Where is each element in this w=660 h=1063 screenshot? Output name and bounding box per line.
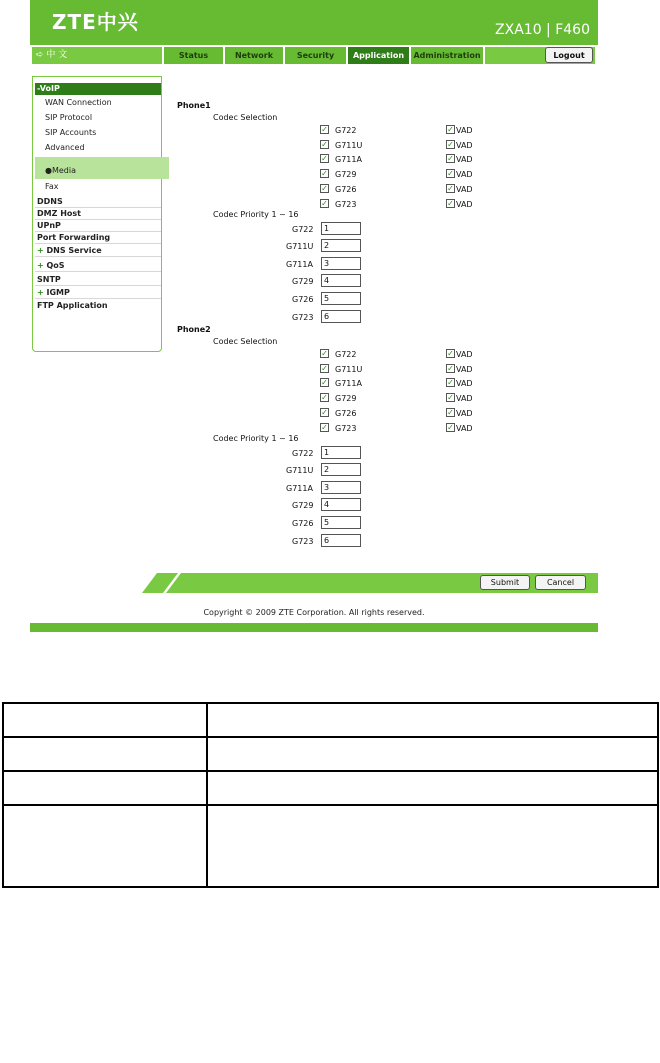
table-cell bbox=[207, 805, 658, 887]
cancel-button[interactable]: Cancel bbox=[535, 575, 586, 590]
phone1-priority-g726-label: G726 bbox=[292, 295, 314, 304]
phone2-g723-vad-label: VAD bbox=[456, 424, 473, 433]
phone1-g722-vad-label: VAD bbox=[456, 126, 473, 135]
sidebar-item-sip-accounts[interactable]: SIP Accounts bbox=[45, 128, 97, 137]
sidebar-item-upnp[interactable]: UPnP bbox=[35, 220, 161, 232]
phone1-priority-g722-input[interactable]: 1 bbox=[321, 222, 361, 235]
sidebar-item-dns-label: DNS Service bbox=[46, 246, 102, 255]
phone2-g729-checkbox[interactable]: ✓ bbox=[321, 393, 328, 402]
nav-bar bbox=[30, 45, 598, 65]
action-bar bbox=[30, 573, 598, 593]
phone2-g729-label: G729 bbox=[335, 394, 357, 403]
phone1-g711u-vad-label: VAD bbox=[456, 141, 473, 150]
bullet-icon: ● bbox=[45, 166, 52, 175]
sidebar-item-sntp[interactable]: SNTP bbox=[35, 274, 161, 286]
table-row bbox=[3, 737, 658, 771]
table-row bbox=[3, 771, 658, 805]
phone1-priority-g723-input[interactable]: 6 bbox=[321, 310, 361, 323]
header-bar bbox=[30, 0, 598, 45]
phone1-g723-vad-label: VAD bbox=[456, 200, 473, 209]
phone2-g711a-vad-label: VAD bbox=[456, 379, 473, 388]
phone1-g722-label: G722 bbox=[335, 126, 357, 135]
phone1-g726-vad-label: VAD bbox=[456, 185, 473, 194]
phone1-g711u-label: G711U bbox=[335, 141, 363, 150]
sidebar-item-port-forwarding[interactable]: Port Forwarding bbox=[35, 232, 161, 244]
sidebar-item-qos[interactable] bbox=[35, 260, 161, 272]
sidebar-item-ftp-application[interactable]: FTP Application bbox=[37, 301, 108, 310]
phone2-g723-checkbox[interactable]: ✓ bbox=[321, 423, 328, 432]
phone2-g711u-vad-label: VAD bbox=[456, 365, 473, 374]
phone1-g729-vad-checkbox[interactable]: ✓ bbox=[447, 169, 454, 178]
sidebar-item-igmp[interactable] bbox=[35, 287, 161, 299]
phone1-g723-vad-checkbox[interactable]: ✓ bbox=[447, 199, 454, 208]
phone1-priority-g711u-label: G711U bbox=[286, 242, 314, 251]
phone1-g723-label: G723 bbox=[335, 200, 357, 209]
phone1-g711u-checkbox[interactable]: ✓ bbox=[321, 140, 328, 149]
table-cell bbox=[3, 703, 207, 737]
phone1-g711a-checkbox[interactable]: ✓ bbox=[321, 154, 328, 163]
phone1-g729-vad-label: VAD bbox=[456, 170, 473, 179]
table-cell bbox=[3, 771, 207, 805]
expand-plus-icon: + bbox=[37, 261, 44, 270]
footer-bar bbox=[30, 623, 598, 632]
phone2-g729-vad-checkbox[interactable]: ✓ bbox=[447, 393, 454, 402]
table-row bbox=[3, 703, 658, 737]
sidebar-item-dns-service[interactable] bbox=[35, 245, 161, 257]
router-web-ui bbox=[30, 0, 598, 632]
phone1-g711a-label: G711A bbox=[335, 155, 362, 164]
sidebar bbox=[32, 76, 162, 352]
table-cell bbox=[3, 737, 207, 771]
phone2-g726-checkbox[interactable]: ✓ bbox=[321, 408, 328, 417]
sidebar-item-qos-label: QoS bbox=[46, 261, 65, 270]
tab-network[interactable]: Network bbox=[225, 47, 283, 64]
logout-button[interactable]: Logout bbox=[545, 47, 593, 63]
phone2-priority-g711u-label: G711U bbox=[286, 466, 314, 475]
phone2-g723-label: G723 bbox=[335, 424, 357, 433]
submit-button[interactable]: Submit bbox=[480, 575, 530, 590]
phone2-g722-label: G722 bbox=[335, 350, 357, 359]
phone1-priority-label: Codec Priority 1 ~ 16 bbox=[213, 210, 299, 219]
phone2-priority-g729-label: G729 bbox=[292, 501, 314, 510]
phone1-priority-g722-label: G722 bbox=[292, 225, 314, 234]
phone1-priority-g729-label: G729 bbox=[292, 277, 314, 286]
phone2-g726-vad-checkbox[interactable]: ✓ bbox=[447, 408, 454, 417]
phone2-priority-g726-label: G726 bbox=[292, 519, 314, 528]
phone1-priority-g711u-input[interactable]: 2 bbox=[321, 239, 361, 252]
sidebar-item-ddns[interactable]: DDNS bbox=[35, 196, 161, 208]
language-switch[interactable]: ➪ 中 文 bbox=[32, 47, 162, 64]
phone2-priority-g711a-input[interactable]: 3 bbox=[321, 481, 361, 494]
tab-administration[interactable]: Administration bbox=[411, 47, 483, 64]
phone1-g722-checkbox[interactable]: ✓ bbox=[321, 125, 328, 134]
sidebar-item-advanced[interactable]: Advanced bbox=[45, 143, 85, 152]
sidebar-item-fax[interactable]: Fax bbox=[45, 182, 59, 191]
phone1-g711a-vad-label: VAD bbox=[456, 155, 473, 164]
phone2-g711a-vad-checkbox[interactable]: ✓ bbox=[447, 378, 454, 387]
empty-table bbox=[2, 702, 659, 888]
phone2-g722-checkbox[interactable]: ✓ bbox=[321, 349, 328, 358]
sidebar-item-dmz-host[interactable]: DMZ Host bbox=[35, 208, 161, 220]
expand-plus-icon: + bbox=[37, 288, 44, 297]
phone2-priority-g723-input[interactable]: 6 bbox=[321, 534, 361, 547]
phone2-priority-label: Codec Priority 1 ~ 16 bbox=[213, 434, 299, 443]
phone1-g726-label: G726 bbox=[335, 185, 357, 194]
product-name: ZXA10 | F460 bbox=[495, 22, 590, 38]
zte-logo: ZTE中兴 bbox=[52, 10, 139, 34]
phone2-title: Phone2 bbox=[177, 325, 211, 334]
phone2-g722-vad-checkbox[interactable]: ✓ bbox=[447, 349, 454, 358]
sidebar-item-media-label: Media bbox=[51, 166, 77, 175]
sidebar-item-igmp-label: IGMP bbox=[46, 288, 70, 297]
sidebar-item-wan-connection[interactable]: WAN Connection bbox=[45, 98, 112, 107]
table-cell bbox=[207, 737, 658, 771]
phone1-priority-g711a-input[interactable]: 3 bbox=[321, 257, 361, 270]
language-label: 中 文 bbox=[46, 50, 68, 60]
phone1-g726-checkbox[interactable]: ✓ bbox=[321, 184, 328, 193]
phone2-priority-g729-input[interactable]: 4 bbox=[321, 498, 361, 511]
phone2-g726-vad-label: VAD bbox=[456, 409, 473, 418]
phone2-priority-g711u-input[interactable]: 2 bbox=[321, 463, 361, 476]
phone1-priority-g729-input[interactable]: 4 bbox=[321, 274, 361, 287]
phone1-title: Phone1 bbox=[177, 101, 211, 110]
phone2-priority-g722-label: G722 bbox=[292, 449, 314, 458]
tab-application[interactable]: Application bbox=[348, 47, 409, 64]
phone1-priority-g723-label: G723 bbox=[292, 313, 314, 322]
table-cell bbox=[3, 805, 207, 887]
phone2-priority-g726-input[interactable]: 5 bbox=[321, 516, 361, 529]
sidebar-item-media[interactable] bbox=[35, 157, 169, 179]
phone2-priority-g711a-label: G711A bbox=[286, 484, 313, 493]
phone1-g729-label: G729 bbox=[335, 170, 357, 179]
table-row bbox=[3, 805, 658, 887]
expand-plus-icon: + bbox=[37, 246, 44, 255]
phone1-g723-checkbox[interactable]: ✓ bbox=[321, 199, 328, 208]
table-cell bbox=[207, 703, 658, 737]
phone2-g711a-label: G711A bbox=[335, 379, 362, 388]
phone1-g711a-vad-checkbox[interactable]: ✓ bbox=[447, 154, 454, 163]
phone1-codec-selection-label: Codec Selection bbox=[213, 113, 278, 122]
phone2-g726-label: G726 bbox=[335, 409, 357, 418]
phone1-g711u-vad-checkbox[interactable]: ✓ bbox=[447, 140, 454, 149]
phone2-g711u-label: G711U bbox=[335, 365, 363, 374]
phone2-g722-vad-label: VAD bbox=[456, 350, 473, 359]
sidebar-item-sip-protocol[interactable]: SIP Protocol bbox=[45, 113, 93, 122]
phone2-g729-vad-label: VAD bbox=[456, 394, 473, 403]
copyright-text: Copyright © 2009 ZTE Corporation. All rights reserved. bbox=[203, 608, 425, 617]
phone2-codec-selection-label: Codec Selection bbox=[213, 337, 278, 346]
phone2-g723-vad-checkbox[interactable]: ✓ bbox=[447, 423, 454, 432]
phone1-priority-g726-input[interactable]: 5 bbox=[321, 292, 361, 305]
phone1-g729-checkbox[interactable]: ✓ bbox=[321, 169, 328, 178]
phone2-priority-g722-input[interactable]: 1 bbox=[321, 446, 361, 459]
phone2-g711u-vad-checkbox[interactable]: ✓ bbox=[447, 364, 454, 373]
phone1-g722-vad-checkbox[interactable]: ✓ bbox=[447, 125, 454, 134]
phone1-g726-vad-checkbox[interactable]: ✓ bbox=[447, 184, 454, 193]
tab-security[interactable]: Security bbox=[285, 47, 346, 64]
table-cell bbox=[207, 771, 658, 805]
tab-status[interactable]: Status bbox=[164, 47, 223, 64]
phone2-g711u-checkbox[interactable]: ✓ bbox=[321, 364, 328, 373]
phone1-priority-g711a-label: G711A bbox=[286, 260, 313, 269]
phone2-priority-g723-label: G723 bbox=[292, 537, 314, 546]
phone2-g711a-checkbox[interactable]: ✓ bbox=[321, 378, 328, 387]
sidebar-item-voip[interactable]: -VoIP bbox=[35, 83, 161, 95]
